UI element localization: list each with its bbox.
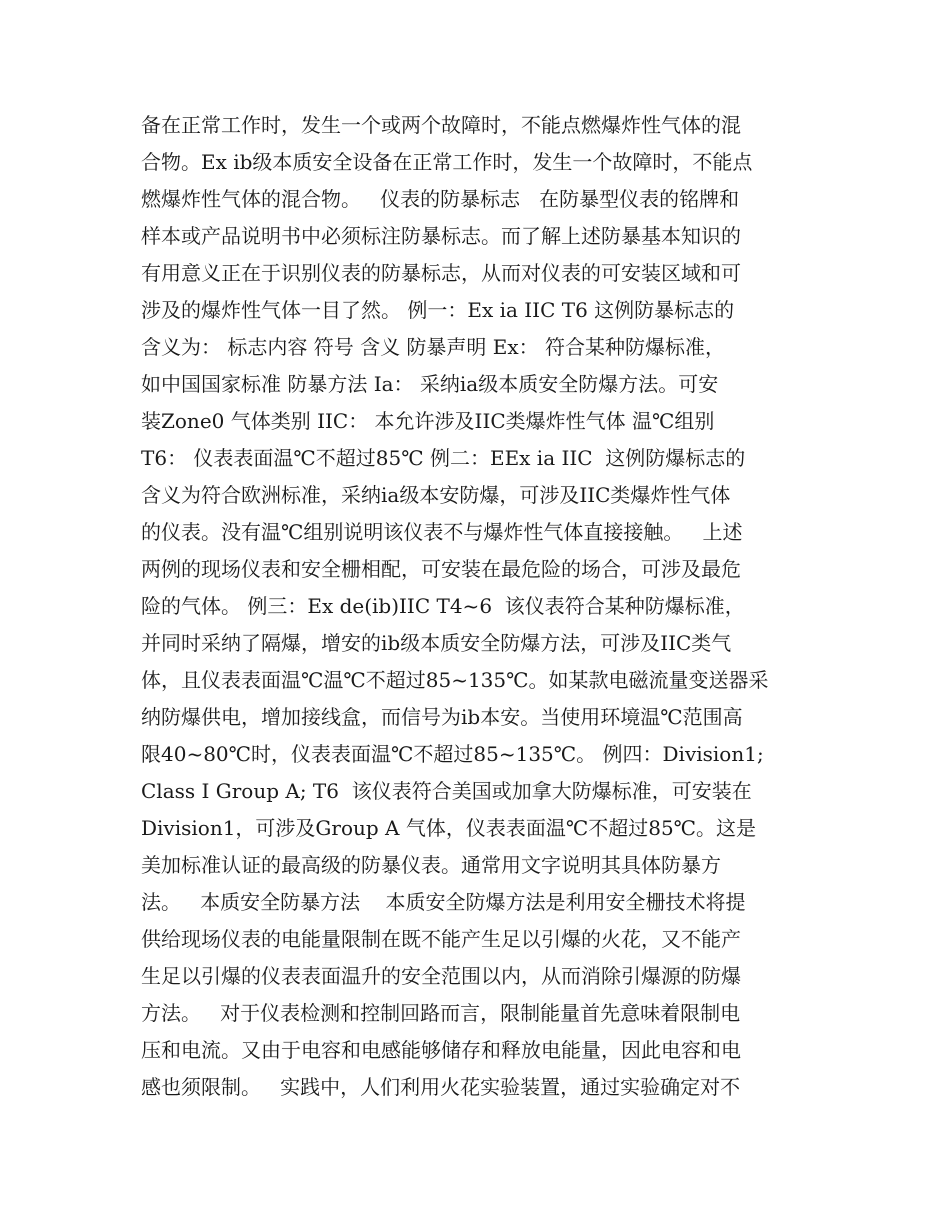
- text-line: 生足以引爆的仪表表面温升的安全范围以内，从而消除引爆源的防爆: [141, 964, 741, 988]
- text-line: 限40~80℃时，仪表表面温℃不超过85~135℃。 例四：Division1;: [141, 742, 764, 766]
- text-line: 有用意义正在于识别仪表的防暴标志，从而对仪表的可安装区域和可: [141, 261, 741, 285]
- text-line: 合物。Ex ib级本质安全设备在正常工作时，发生一个故障时，不能点: [141, 150, 753, 174]
- text-line: 险的气体。 例三：Ex de(ib)IIC T4~6 该仪表符合某种防爆标准，: [141, 594, 745, 618]
- text-line: 方法。 对于仪表检测和控制回路而言，限制能量首先意味着限制电: [141, 1001, 741, 1025]
- text-line: 美加标准认证的最高级的防暴仪表。通常用文字说明其具体防暴方: [141, 853, 721, 877]
- text-line: 备在正常工作时，发生一个或两个故障时，不能点燃爆炸性气体的混: [141, 113, 741, 137]
- text-line: 的仪表。没有温℃组别说明该仪表不与爆炸性气体直接接触。 上述: [141, 520, 743, 544]
- text-line: 装Zone0 气体类别 IIC： 本允许涉及IIC类爆炸性气体 温℃组别: [141, 409, 715, 433]
- text-line: 压和电流。又由于电容和电感能够储存和释放电能量，因此电容和电: [141, 1038, 741, 1062]
- text-line: T6： 仪表表面温℃不超过85℃ 例二：EEx ia IIC 这例防爆标志的: [141, 446, 746, 470]
- text-line: 燃爆炸性气体的混合物。 仪表的防暴标志 在防暴型仪表的铭牌和: [141, 187, 740, 211]
- text-line: Division1，可涉及Group A 气体，仪表表面温℃不超过85℃。这是: [141, 816, 757, 840]
- body-text: [141, 107, 821, 1106]
- text-line: 感也须限制。 实践中，人们利用火花实验装置，通过实验确定对不: [141, 1075, 741, 1099]
- text-line: 两例的现场仪表和安全栅相配，可安装在最危险的场合，可涉及最危: [141, 557, 741, 581]
- text-line: 供给现场仪表的电能量限制在既不能产生足以引爆的火花，又不能产: [141, 927, 741, 951]
- text-line: 涉及的爆炸性气体一目了然。 例一：Ex ia IIC T6 这例防暴标志的: [141, 298, 735, 322]
- text-line: 体，且仪表表面温℃温℃不超过85~135℃。如某款电磁流量变送器采: [141, 668, 769, 692]
- text-line: Class I Group A; T6 该仪表符合美国或加拿大防爆标准，可安装在: [141, 779, 752, 803]
- text-line: 纳防爆供电，增加接线盒，而信号为ib本安。当使用环境温℃范围高: [141, 705, 743, 729]
- text-line: 含义为符合欧洲标准，采纳ia级本安防爆，可涉及IIC类爆炸性气体: [141, 483, 731, 507]
- text-line: 含义为： 标志内容 符号 含义 防暴声明 Ex： 符合某种防爆标准，: [141, 335, 726, 359]
- text-line: 如中国国家标准 防暴方法 Ia： 采纳ia级本质安全防爆方法。可安: [141, 372, 719, 396]
- text-line: 法。 本质安全防暴方法 本质安全防爆方法是利用安全栅技术将提: [141, 890, 746, 914]
- text-line: 并同时采纳了隔爆，增安的ib级本质安全防爆方法，可涉及IIC类气: [141, 631, 732, 655]
- text-line: 样本或产品说明书中必须标注防暴标志。而了解上述防暴基本知识的: [141, 224, 741, 248]
